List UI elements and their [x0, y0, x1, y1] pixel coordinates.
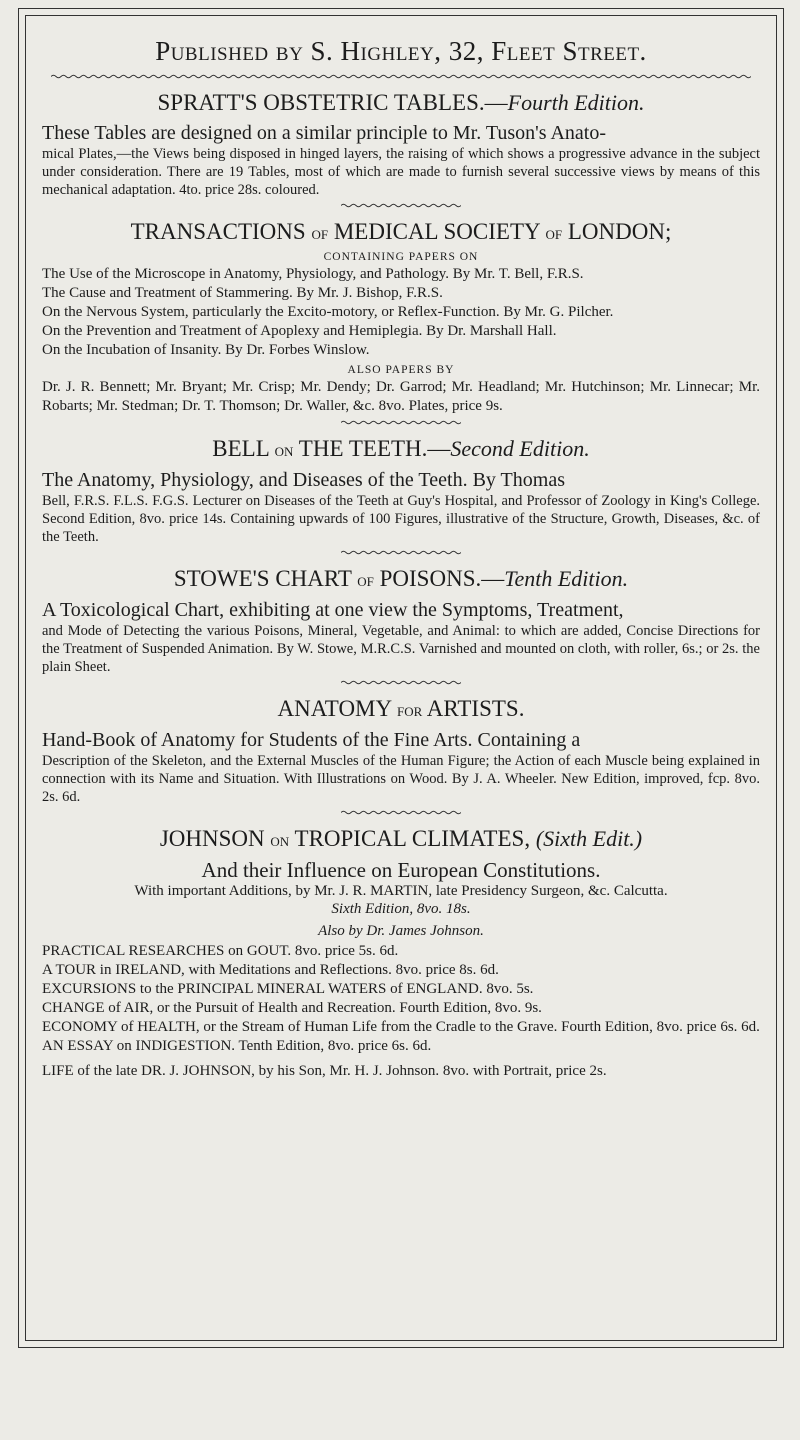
spratt-heading	[42, 89, 760, 117]
transactions-of-1: of	[311, 223, 329, 243]
bell-title-b: THE TEETH.—	[298, 436, 451, 461]
spratt-body: mical Plates,—the Views being disposed in hinged layers, the raising of which shows a progressive advance in the subject under consideration. There are 19 Tables, most of which are made to furnish several successive views by means of this mechanical adaptation. 4to. price 28s. coloured.	[42, 146, 760, 198]
johnson-works	[42, 942, 760, 1081]
list-item: The Use of the Microscope in Anatomy, Physiology, and Pathology. By Mr. T. Bell, F.R.S.	[42, 266, 584, 282]
transactions-authors: Dr. J. R. Bennett; Mr. Bryant; Mr. Crisp; Mr. Dendy; Dr. Garrod; Mr. Headland; Mr. Hutchinson; Mr. Linnecar; Mr. Robarts; Mr. Stedman; Dr. T. Thomson; Dr. Waller, &c. 8vo. Plates, price 9s.	[42, 379, 760, 414]
containing-label: CONTAINING PAPERS ON	[323, 251, 479, 263]
bell-edition: Second Edition.	[450, 436, 590, 461]
johnson-heading	[42, 825, 760, 854]
transactions-papers	[42, 265, 760, 360]
stowe-heading	[42, 565, 760, 594]
transactions-title-c: LONDON;	[567, 219, 672, 244]
bell-body: Bell, F.R.S. F.L.S. F.G.S. Lecturer on Diseases of the Teeth at Guy's Hospital, and Professor of Zoology in King's College. Second Edition, 8vo. price 14s. Containing upwards of 100 Figures, illustrative of the Structure, Growth, Diseases, &c. of the Teeth.	[42, 493, 760, 545]
stowe-of: of	[357, 570, 374, 590]
anatomy-body: Description of the Skeleton, and the External Muscles of the Human Figure; the Action of each Muscle being explained in connection with its Name and Situation. With Illustrations on Wood. By J. A. Wheeler. New Edition, improved, fcp. 8vo. 2s. 6d.	[42, 753, 760, 805]
spratt-lead: These Tables are designed on a similar principle to Mr. Tuson's Anato-	[42, 122, 606, 144]
stowe-lead: A Toxicological Chart, exhibiting at one view the Symptoms, Treatment,	[42, 599, 624, 621]
johnson-title-a: JOHNSON	[159, 826, 265, 851]
transactions-of-2: of	[545, 223, 563, 243]
wavy-divider	[51, 74, 751, 79]
johnson-edition: (Sixth Edit.)	[535, 826, 643, 851]
wavy-divider	[341, 810, 461, 815]
spratt-title: SPRATT'S OBSTETRIC TABLES.—	[157, 90, 508, 115]
wavy-divider	[341, 203, 461, 208]
inner-border	[25, 15, 777, 1341]
bell-on: on	[274, 440, 294, 460]
stowe-edition: Tenth Edition.	[504, 566, 629, 591]
list-item: LIFE of the late DR. J. JOHNSON, by his Son, Mr. H. J. Johnson. 8vo. with Portrait, price 2s.	[42, 1063, 607, 1079]
johnson-title-b: TROPICAL CLIMATES,	[294, 826, 531, 851]
bell-title-a: BELL	[212, 436, 269, 461]
wavy-divider	[341, 550, 461, 555]
bell-heading	[42, 435, 760, 464]
list-item: CHANGE of AIR, or the Pursuit of Health and Recreation. Fourth Edition, 8vo. 9s.	[42, 1000, 542, 1016]
stowe-title-a: STOWE'S CHART	[173, 566, 352, 591]
transactions-heading	[42, 218, 760, 247]
list-item: PRACTICAL RESEARCHES on GOUT. 8vo. price 5s. 6d.	[42, 943, 399, 959]
list-item: EXCURSIONS to the PRINCIPAL MINERAL WATERS of ENGLAND. 8vo. 5s.	[42, 981, 534, 997]
stowe-body: and Mode of Detecting the various Poisons, Mineral, Vegetable, and Animal: to which are added, Concise Directions for the Treatment of Suspended Animation. By W. Stowe, M.R.C.S. Varnished and mounted on cloth, with roller, 6s.; or 2s. the plain Sheet.	[42, 623, 760, 675]
spratt-edition: Fourth Edition.	[507, 90, 645, 115]
anatomy-title-b: ARTISTS.	[426, 696, 525, 721]
list-item: AN ESSAY on INDIGESTION. Tenth Edition, 8vo. price 6s. 6d.	[42, 1038, 432, 1054]
stowe-title-b: POISONS.—	[379, 566, 505, 591]
johnson-on: on	[270, 830, 290, 850]
wavy-divider	[341, 680, 461, 685]
transactions-title-a: TRANSACTIONS	[130, 219, 306, 244]
anatomy-heading	[42, 695, 760, 724]
transactions-title-b: MEDICAL SOCIETY	[333, 219, 540, 244]
wavy-divider	[341, 420, 461, 425]
johnson-additions: With important Additions, by Mr. J. R. MARTIN, late Presidency Surgeon, &c. Calcutta.	[134, 883, 668, 899]
list-item: On the Prevention and Treatment of Apoplexy and Hemiplegia. By Dr. Marshall Hall.	[42, 323, 557, 339]
also-papers-label: ALSO PAPERS BY	[347, 364, 455, 376]
list-item: A TOUR in IRELAND, with Meditations and Reflections. 8vo. price 8s. 6d.	[42, 962, 499, 978]
bell-lead: The Anatomy, Physiology, and Diseases of the Teeth. By Thomas	[42, 469, 565, 491]
johnson-also-by: Also by Dr. James Johnson.	[318, 923, 484, 939]
anatomy-for: for	[397, 700, 423, 720]
anatomy-title-a: ANATOMY	[277, 696, 392, 721]
johnson-subtitle: And their Influence on European Constitutions.	[201, 858, 601, 882]
list-item: ECONOMY of HEALTH, or the Stream of Human Life from the Cradle to the Grave. Fourth Edition, 8vo. price 6s. 6d.	[42, 1019, 760, 1035]
anatomy-lead: Hand-Book of Anatomy for Students of the Fine Arts. Containing a	[42, 729, 581, 751]
publisher-line: Published by S. Highley, 32, Fleet Street.	[155, 36, 647, 66]
page-border	[18, 8, 784, 1348]
list-item: On the Nervous System, particularly the Excito-motory, or Reflex-Function. By Mr. G. Pilcher.	[42, 304, 614, 320]
list-item: On the Incubation of Insanity. By Dr. Forbes Winslow.	[42, 342, 370, 358]
johnson-sixth-edition: Sixth Edition, 8vo. 18s.	[331, 901, 471, 917]
list-item: The Cause and Treatment of Stammering. By Mr. J. Bishop, F.R.S.	[42, 285, 443, 301]
